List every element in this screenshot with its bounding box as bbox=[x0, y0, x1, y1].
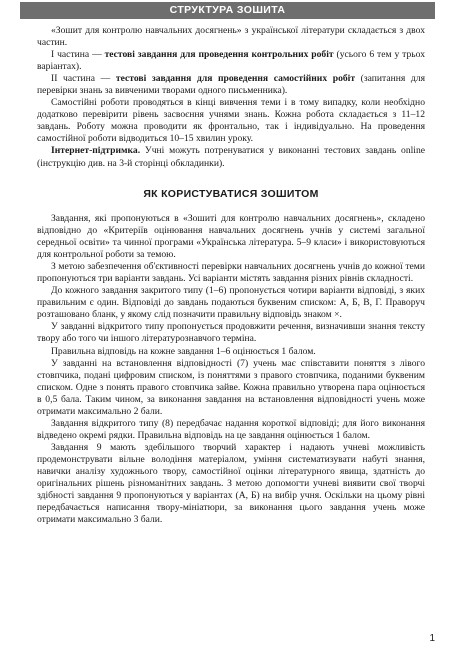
paragraph: У завданні на встановлення відповідності (7) учень має співставити поняття з лівого стовпчика, подані цифровим списком, із поняттями з правого стовпчика, поданими буквеним списком. Одне з понять правого стовпчика зайве. Кожна правильно утворена пара оцінюється в 0,5 бала. Таким чином, за виконання завдання на встановлення відповідності учень може отримати максимально 2 бали. bbox=[37, 357, 425, 417]
paragraph: «Зошит для контролю навчальних досягнень» з української літератури складається з двох частин. bbox=[37, 25, 425, 49]
text-run: (запитання для перевірки знань за вивченими творами одного письменника). bbox=[37, 73, 425, 97]
page-number: 1 bbox=[429, 633, 435, 644]
section-header-structure: СТРУКТУРА ЗОШИТА bbox=[20, 2, 435, 19]
bold-term: тестові завдання для проведення контрольних робіт bbox=[104, 49, 334, 61]
section-heading-how-to-use: ЯК КОРИСТУВАТИСЯ ЗОШИТОМ bbox=[143, 188, 319, 200]
bold-term: тестові завдання для проведення самостійних робіт bbox=[115, 73, 356, 85]
text-run: І частина — bbox=[51, 49, 105, 61]
bold-term: Інтернет-підтримка. bbox=[51, 145, 141, 157]
text-run: ІІ частина — bbox=[51, 73, 116, 85]
paragraph: Завдання 9 мають здебільшого творчий характер і надають учневі можливість продемонструвати вільне володіння матеріалом, уміння систематизувати набуті знання, навички аналізу художнього твору, самостійної оцінки літературного явища, здатність до оригінальних рішень різноманітних завдань. З метою допомогти учневі виявити свої творчі здібності завдання 9 пропонуються у варіантах (А, Б) на вибір учня. Оскільки на цьому рівні передбачається написання твору-мініатюри, за виконання цього завдання учень може отримати максимально 3 бали. bbox=[37, 441, 425, 526]
how-to-use-section bbox=[37, 213, 425, 526]
paragraph bbox=[37, 73, 425, 97]
paragraph: У завданні відкритого типу пропонується продовжити речення, визначивши знання тексту твору або того чи іншого літературознавчого терміна. bbox=[37, 321, 425, 345]
paragraph: Завдання відкритого типу (8) передбачає надання короткої відповіді; для його виконання відведено окремі рядки. Правильна відповідь на це завдання оцінюється 1 балом. bbox=[37, 417, 425, 441]
paragraph: Правильна відповідь на кожне завдання 1–6 оцінюється 1 балом. bbox=[51, 345, 316, 357]
structure-section bbox=[37, 25, 425, 170]
paragraph: Самостійні роботи проводяться в кінці вивчення теми і в тому випадку, коли необхідно додатково перевірити рівень засвоєння учнями знань. Кожна робота складається з 11–12 завдань. Роботу можна проводити як фронтально, так і індивідуально. На проведення самостійної роботи відводиться 10–15 хвилин уроку. bbox=[37, 97, 425, 145]
paragraph bbox=[37, 49, 425, 73]
paragraph: З метою забезпечення об'єктивності перевірки навчальних досягнень учнів до кожної теми пропонуються три варіанти завдань. Усі варіанти містять завдання різних рівнів складності. bbox=[37, 261, 425, 285]
paragraph: Завдання, які пропонуються в «Зошиті для контролю навчальних досягнень», складено відповідно до «Критеріїв оцінювання навчальних досягнень учнів у системі загальної середньої освіти» та чинної програми «Українська література. 5–9 класи» і використовуються для контрольної роботи за темою. bbox=[37, 213, 425, 261]
text-run: Учні можуть потренуватися у виконанні тестових завдань online (інструкцію див. на 3-й сторінці обкладинки). bbox=[37, 145, 425, 169]
paragraph bbox=[37, 145, 425, 169]
text-run: (усього 6 тем у трьох варіантах). bbox=[37, 49, 425, 73]
paragraph: До кожного завдання закритого типу (1–6) пропонується чотири варіанти відповіді, з яких правильним є один. Відповіді до завдань подаються буквеним списком: А, Б, В, Г. Праворуч розташовано бланк, у якому слід позначити правильну відповідь знаком ×. bbox=[37, 285, 425, 321]
